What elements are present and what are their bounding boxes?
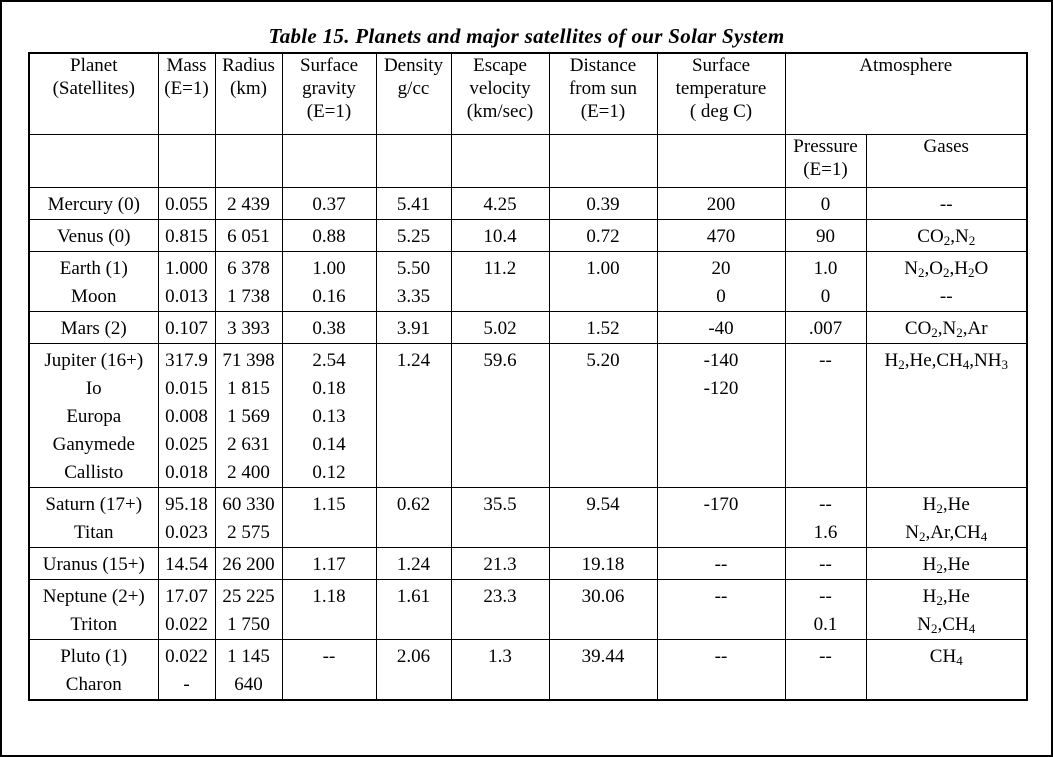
- distance-cell: 0.39: [549, 188, 657, 220]
- density-cell: 5.50: [376, 252, 451, 284]
- gases-cell: $CH_4$: [866, 640, 1027, 672]
- planet-row: [29, 344, 1027, 376]
- gases-cell: $N_2,Ar,CH_4$: [866, 519, 1027, 548]
- density-cell: [376, 459, 451, 488]
- mass-cell: -: [158, 671, 215, 700]
- satellite-row: [29, 519, 1027, 548]
- distance-cell: [549, 431, 657, 459]
- density-cell: [376, 431, 451, 459]
- mass-cell: 0.815: [158, 220, 215, 252]
- distance-cell: [549, 611, 657, 640]
- escape-velocity-cell: 1.3: [451, 640, 549, 672]
- density-cell: 5.25: [376, 220, 451, 252]
- gravity-cell: --: [282, 640, 376, 672]
- planet-group: [29, 548, 1027, 580]
- distance-cell: 1.00: [549, 252, 657, 284]
- gases-cell: [866, 403, 1027, 431]
- pressure-cell: --: [785, 548, 866, 580]
- escape-velocity-cell: [451, 671, 549, 700]
- gravity-cell: [282, 671, 376, 700]
- header-escape-velocity: Escape velocity (km/sec): [451, 53, 549, 135]
- header-radius: Radius (km): [215, 53, 282, 135]
- header-mass: Mass (E=1): [158, 53, 215, 135]
- density-cell: [376, 671, 451, 700]
- temperature-cell: [657, 519, 785, 548]
- header-atmosphere: Atmosphere: [785, 53, 1027, 135]
- pressure-cell: .007: [785, 312, 866, 344]
- header-blank: [657, 135, 785, 188]
- temperature-cell: --: [657, 640, 785, 672]
- planet-row: [29, 640, 1027, 672]
- satellite-row: [29, 611, 1027, 640]
- temperature-cell: 0: [657, 283, 785, 312]
- gases-cell: $H_2,He$: [866, 488, 1027, 520]
- body-name-cell: Earth (1): [29, 252, 158, 284]
- body-name-cell: Mars (2): [29, 312, 158, 344]
- escape-velocity-cell: 59.6: [451, 344, 549, 376]
- gases-cell: $N_2,O_2,H_2O$: [866, 252, 1027, 284]
- gravity-cell: 1.17: [282, 548, 376, 580]
- table-header: [29, 53, 1027, 188]
- header-surface-gravity: Surface gravity (E=1): [282, 53, 376, 135]
- radius-cell: 1 750: [215, 611, 282, 640]
- planet-row: [29, 580, 1027, 612]
- escape-velocity-cell: 23.3: [451, 580, 549, 612]
- distance-cell: 9.54: [549, 488, 657, 520]
- radius-cell: 1 738: [215, 283, 282, 312]
- radius-cell: 2 400: [215, 459, 282, 488]
- escape-velocity-cell: [451, 403, 549, 431]
- body-name-cell: Jupiter (16+): [29, 344, 158, 376]
- density-cell: [376, 403, 451, 431]
- radius-cell: 3 393: [215, 312, 282, 344]
- radius-cell: 1 569: [215, 403, 282, 431]
- body-name-cell: Charon: [29, 671, 158, 700]
- gravity-cell: [282, 519, 376, 548]
- escape-velocity-cell: [451, 459, 549, 488]
- mass-cell: 95.18: [158, 488, 215, 520]
- temperature-cell: -120: [657, 375, 785, 403]
- planets-table: [28, 52, 1028, 701]
- planet-row: [29, 548, 1027, 580]
- temperature-cell: -40: [657, 312, 785, 344]
- radius-cell: 1 145: [215, 640, 282, 672]
- gases-cell: [866, 671, 1027, 700]
- gases-cell: [866, 375, 1027, 403]
- body-name-cell: Mercury (0): [29, 188, 158, 220]
- gravity-cell: 0.88: [282, 220, 376, 252]
- escape-velocity-cell: 10.4: [451, 220, 549, 252]
- pressure-cell: 0.1: [785, 611, 866, 640]
- escape-velocity-cell: [451, 375, 549, 403]
- temperature-cell: [657, 611, 785, 640]
- distance-cell: [549, 375, 657, 403]
- satellite-row: [29, 459, 1027, 488]
- planet-group: [29, 488, 1027, 548]
- pressure-cell: --: [785, 344, 866, 376]
- radius-cell: 640: [215, 671, 282, 700]
- escape-velocity-cell: 35.5: [451, 488, 549, 520]
- escape-velocity-cell: 11.2: [451, 252, 549, 284]
- distance-cell: 1.52: [549, 312, 657, 344]
- gravity-cell: 0.12: [282, 459, 376, 488]
- escape-velocity-cell: 21.3: [451, 548, 549, 580]
- mass-cell: 0.018: [158, 459, 215, 488]
- gravity-cell: 1.18: [282, 580, 376, 612]
- distance-cell: 39.44: [549, 640, 657, 672]
- mass-cell: 14.54: [158, 548, 215, 580]
- gases-cell: --: [866, 188, 1027, 220]
- density-cell: [376, 519, 451, 548]
- planet-row: [29, 252, 1027, 284]
- body-name-cell: Pluto (1): [29, 640, 158, 672]
- escape-velocity-cell: [451, 519, 549, 548]
- planet-row: [29, 220, 1027, 252]
- satellite-row: [29, 403, 1027, 431]
- escape-velocity-cell: [451, 431, 549, 459]
- density-cell: [376, 611, 451, 640]
- distance-cell: 0.72: [549, 220, 657, 252]
- header-blank: [282, 135, 376, 188]
- gravity-cell: 0.14: [282, 431, 376, 459]
- planet-group: [29, 312, 1027, 344]
- gravity-cell: 0.13: [282, 403, 376, 431]
- radius-cell: 71 398: [215, 344, 282, 376]
- planet-row: [29, 488, 1027, 520]
- header-planet: Planet (Satellites): [29, 53, 158, 135]
- mass-cell: 0.023: [158, 519, 215, 548]
- gravity-cell: [282, 611, 376, 640]
- density-cell: 5.41: [376, 188, 451, 220]
- gases-cell: $CO_2,N_2$: [866, 220, 1027, 252]
- planet-group: [29, 188, 1027, 220]
- satellite-row: [29, 431, 1027, 459]
- gravity-cell: 0.18: [282, 375, 376, 403]
- pressure-cell: [785, 403, 866, 431]
- mass-cell: 0.055: [158, 188, 215, 220]
- distance-cell: [549, 403, 657, 431]
- density-cell: 1.24: [376, 344, 451, 376]
- escape-velocity-cell: [451, 611, 549, 640]
- temperature-cell: 200: [657, 188, 785, 220]
- mass-cell: 1.000: [158, 252, 215, 284]
- header-blank: [451, 135, 549, 188]
- gases-cell: $CO_2,N_2,Ar$: [866, 312, 1027, 344]
- table-caption: Table 15. Planets and major satellites of our Solar System: [268, 24, 785, 48]
- body-name-cell: Ganymede: [29, 431, 158, 459]
- pressure-cell: --: [785, 580, 866, 612]
- gravity-cell: 2.54: [282, 344, 376, 376]
- gravity-cell: 0.38: [282, 312, 376, 344]
- escape-velocity-cell: 5.02: [451, 312, 549, 344]
- pressure-cell: 90: [785, 220, 866, 252]
- body-name-cell: Uranus (15+): [29, 548, 158, 580]
- mass-cell: 17.07: [158, 580, 215, 612]
- temperature-cell: -170: [657, 488, 785, 520]
- mass-cell: 0.025: [158, 431, 215, 459]
- temperature-cell: --: [657, 580, 785, 612]
- planet-group: [29, 220, 1027, 252]
- density-cell: 3.91: [376, 312, 451, 344]
- distance-cell: [549, 283, 657, 312]
- header-blank: [376, 135, 451, 188]
- gravity-cell: 0.16: [282, 283, 376, 312]
- pressure-cell: --: [785, 640, 866, 672]
- body-name-cell: Titan: [29, 519, 158, 548]
- body-name-cell: Venus (0): [29, 220, 158, 252]
- pressure-cell: 0: [785, 188, 866, 220]
- body-name-cell: Moon: [29, 283, 158, 312]
- planet-group: [29, 640, 1027, 701]
- pressure-cell: 1.0: [785, 252, 866, 284]
- header-blank: [549, 135, 657, 188]
- temperature-cell: [657, 459, 785, 488]
- temperature-cell: [657, 431, 785, 459]
- mass-cell: 0.022: [158, 611, 215, 640]
- gases-cell: [866, 459, 1027, 488]
- escape-velocity-cell: 4.25: [451, 188, 549, 220]
- distance-cell: [549, 671, 657, 700]
- header-blank: [158, 135, 215, 188]
- mass-cell: 317.9: [158, 344, 215, 376]
- body-name-cell: Europa: [29, 403, 158, 431]
- radius-cell: 1 815: [215, 375, 282, 403]
- radius-cell: 6 051: [215, 220, 282, 252]
- radius-cell: 60 330: [215, 488, 282, 520]
- temperature-cell: 470: [657, 220, 785, 252]
- gases-cell: [866, 431, 1027, 459]
- pressure-cell: [785, 459, 866, 488]
- radius-cell: 6 378: [215, 252, 282, 284]
- radius-cell: 2 631: [215, 431, 282, 459]
- header-pressure: Pressure (E=1): [785, 135, 866, 188]
- temperature-cell: [657, 403, 785, 431]
- density-cell: 1.61: [376, 580, 451, 612]
- gravity-cell: 1.00: [282, 252, 376, 284]
- gases-cell: $N_2,CH_4$: [866, 611, 1027, 640]
- distance-cell: [549, 519, 657, 548]
- header-blank: [215, 135, 282, 188]
- density-cell: 3.35: [376, 283, 451, 312]
- gravity-cell: 0.37: [282, 188, 376, 220]
- mass-cell: 0.015: [158, 375, 215, 403]
- temperature-cell: 20: [657, 252, 785, 284]
- satellite-row: [29, 375, 1027, 403]
- distance-cell: 19.18: [549, 548, 657, 580]
- gases-cell: $H_2,He$: [866, 580, 1027, 612]
- density-cell: 2.06: [376, 640, 451, 672]
- header-density: Density g/cc: [376, 53, 451, 135]
- header-distance: Distance from sun (E=1): [549, 53, 657, 135]
- body-name-cell: Saturn (17+): [29, 488, 158, 520]
- body-name-cell: Triton: [29, 611, 158, 640]
- header-blank: [29, 135, 158, 188]
- temperature-cell: -140: [657, 344, 785, 376]
- radius-cell: 26 200: [215, 548, 282, 580]
- body-name-cell: Neptune (2+): [29, 580, 158, 612]
- mass-cell: 0.107: [158, 312, 215, 344]
- distance-cell: 30.06: [549, 580, 657, 612]
- distance-cell: 5.20: [549, 344, 657, 376]
- temperature-cell: --: [657, 548, 785, 580]
- header-temperature: Surface temperature ( deg C): [657, 53, 785, 135]
- planet-row: [29, 188, 1027, 220]
- distance-cell: [549, 459, 657, 488]
- planet-group: [29, 252, 1027, 312]
- radius-cell: 2 575: [215, 519, 282, 548]
- mass-cell: 0.013: [158, 283, 215, 312]
- gases-cell: $H_2,He,CH_4,NH_3$: [866, 344, 1027, 376]
- pressure-cell: [785, 671, 866, 700]
- density-cell: 1.24: [376, 548, 451, 580]
- radius-cell: 2 439: [215, 188, 282, 220]
- gravity-cell: 1.15: [282, 488, 376, 520]
- pressure-cell: --: [785, 488, 866, 520]
- pressure-cell: [785, 431, 866, 459]
- pressure-cell: [785, 375, 866, 403]
- planet-row: [29, 312, 1027, 344]
- satellite-row: [29, 283, 1027, 312]
- planet-group: [29, 344, 1027, 488]
- pressure-cell: 1.6: [785, 519, 866, 548]
- pressure-cell: 0: [785, 283, 866, 312]
- header-gases: Gases: [866, 135, 1027, 188]
- density-cell: [376, 375, 451, 403]
- temperature-cell: [657, 671, 785, 700]
- mass-cell: 0.022: [158, 640, 215, 672]
- body-name-cell: Callisto: [29, 459, 158, 488]
- density-cell: 0.62: [376, 488, 451, 520]
- planet-group: [29, 580, 1027, 640]
- gases-cell: $H_2,He$: [866, 548, 1027, 580]
- satellite-row: [29, 671, 1027, 700]
- gases-cell: --: [866, 283, 1027, 312]
- body-name-cell: Io: [29, 375, 158, 403]
- escape-velocity-cell: [451, 283, 549, 312]
- mass-cell: 0.008: [158, 403, 215, 431]
- radius-cell: 25 225: [215, 580, 282, 612]
